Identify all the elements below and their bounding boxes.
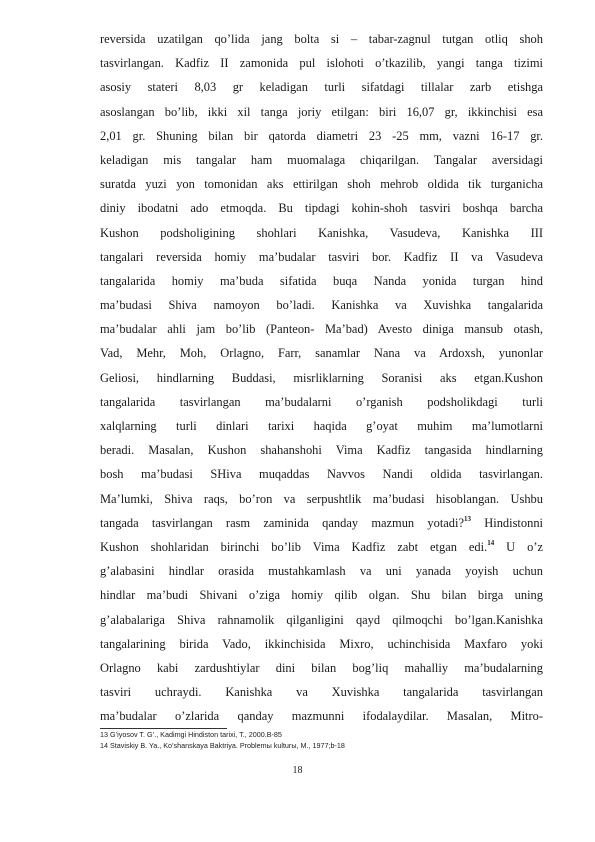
text-line: tangalarida homiy ma’buda sifatida buqa Nanda yonida turgan hind: [100, 273, 543, 288]
text-line: tangalarining birida Vado, ikkinchisida Mixro, uchinchisida Maxfaro yoki: [100, 636, 543, 651]
text-segment: Kushon shohlaridan birinchi bo’lib Vima Kadfiz zabt etgan edi.: [100, 539, 488, 554]
body-text: [100, 27, 543, 728]
text-line: [100, 511, 543, 535]
text-line: reversida uzatilgan qo’lida jang bolta si – tabar-zagnul tutgan otliq shoh: [100, 32, 543, 46]
text-line: xalqlarning turli dinlari tarixi haqida g’oyat muhim ma’lumotlarni: [100, 419, 543, 433]
footnotes: [100, 730, 543, 752]
text-line: hindlar ma’budi Shivani o’ziga homiy qilib olgan. Shu bilan birga uning: [100, 588, 543, 603]
text-segment: tangada tasvirlangan rasm zaminida qanday mazmun yotadi?: [100, 515, 465, 530]
text-line: [100, 535, 543, 559]
text-line: asosiy stateri 8,03 gr keladigan turli sifatdagi tillalar zarb etishga: [100, 80, 543, 95]
text-line: diniy ibodatni ado etmoqda. Bu tipdagi kohin-shoh tasviri boshqa barcha: [100, 201, 543, 216]
text-line: tasvirlangan. Kadfiz II zamonida pul islohoti o’tkazilib, yangi tanga tizimi: [100, 56, 543, 71]
text-line: tasviri uchraydi. Kanishka va Xuvishka tangalarida tasvirlangan: [100, 685, 543, 700]
text-line: ma’budalar ahli jam bo’lib (Panteon- Ma’bad) Avesto diniga mansub otash,: [100, 322, 543, 337]
text-line: suratda yuzi yon tomonidan aks ettirilgan shoh mehrob oldida tik turganicha: [100, 177, 543, 192]
text-segment: U o’z: [494, 539, 543, 554]
text-line: 2,01 gr. Shuning bilan bir qatorda diametri 23 -25 mm, vazni 16-17 gr.: [100, 128, 543, 143]
text-line: keladigan mis tangalar ham muomalaga chiqarilgan. Tangalar aversidagi: [100, 152, 543, 167]
footnote-13: 13 G’iyosov T. G’., Kadimgi Hindiston tarixi, T., 2000.B-85: [100, 730, 282, 739]
text-line: g’alabalariga Shiva rahnamolik qilganligini qayd qilmoqchi bo’lgan.Kanishka: [100, 612, 543, 627]
text-line: Geliosi, hindlarning Buddasi, misrliklarning Soranisi aks etgan.Kushon: [100, 370, 543, 385]
footnote-ref-14[interactable]: 14: [487, 538, 495, 547]
text-line: beradi. Masalan, Kushon shahanshohi Vima Kadfiz tangasida hindlarning: [100, 443, 543, 458]
page-number: 18: [292, 765, 303, 776]
text-line: tangalari reversida homiy ma’budalar tasviri bor. Kadfiz II va Vasudeva: [100, 249, 543, 264]
text-line: bosh ma’budasi SHiva muqaddas Navvos Nandi oldida tasvirlangan.: [100, 467, 543, 482]
text-line: Ma’lumki, Shiva raqs, bo’ron va serpushtlik ma’budasi hisoblangan. Ushbu: [100, 491, 543, 506]
text-line: ma’budasi Shiva namoyon bo’ladi. Kanishka va Xuvishka tangalarida: [100, 298, 543, 313]
text-segment: Hindistonni: [471, 515, 543, 530]
footnote-divider: [100, 728, 227, 729]
text-line: Orlagno kabi zardushtiylar dini bilan bog’liq mahalliy ma’budalarning: [100, 660, 543, 675]
footnote-ref-13[interactable]: 13: [464, 514, 472, 523]
text-line: ma’budalar o’zlarida qanday mazmunni ifodalaydilar. Masalan, Mitro-: [100, 709, 543, 724]
text-line: Kushon podsholigining shohlari Kanishka, Vasudeva, Kanishka III: [100, 225, 543, 240]
text-line: tangalarida tasvirlangan ma’budalarni o’rganish podsholikdagi turli: [100, 394, 543, 409]
text-line: asoslangan bo’lib, ikki xil tanga joriy etilgan: biri 16,07 gr, ikkinchisi esa: [100, 104, 543, 119]
text-line: g’alabasini hindlar orasida mustahkamlash va uni yanada yoyish uchun: [100, 564, 543, 579]
footnote-14: 14 Staviskiy B. Ya., Ko’shanskaya Baktriya. Problemы kulturы, M., 1977;b-18: [100, 740, 345, 750]
text-line: Vad, Mehr, Moh, Orlagno, Farr, sanamlar Nana va Ardoxsh, yunonlar: [100, 346, 543, 361]
